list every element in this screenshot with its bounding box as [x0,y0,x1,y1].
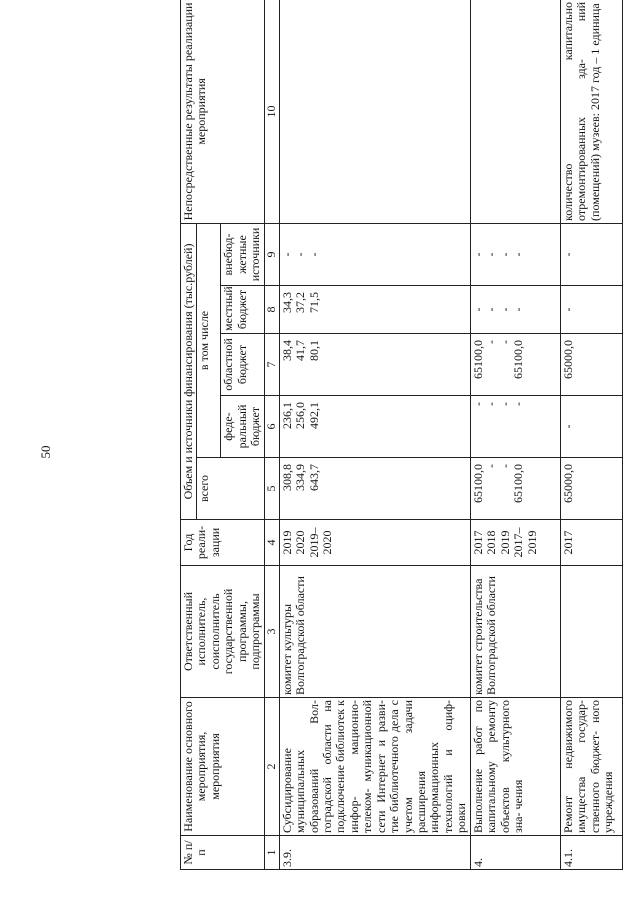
year-value: 2018 [484,530,499,555]
row-years [279,520,470,566]
total-value: 65100,0 [470,464,485,503]
row-number: 4.1. [560,836,622,870]
funding-table [180,0,623,870]
year-value: 2019 [279,530,294,555]
year-value: 2017– [511,527,526,558]
extra-value: - [560,252,575,257]
row-name: Выполнение работ по капитальному ремонту объектов культурного зна- чения [470,698,560,836]
row-local [470,286,560,334]
row-local [279,286,470,334]
federal-value: 256,0 [293,402,308,429]
local-value: - [470,307,485,312]
row-federal [470,396,560,458]
regional-value: 41,7 [293,340,308,361]
row-total [470,458,560,520]
regional-value: - [484,340,499,344]
row-regional [470,334,560,396]
row-federal [279,396,470,458]
row-regional [560,334,622,396]
regional-value: 65000,0 [560,340,575,379]
table-row [470,0,560,870]
year-value: 2019– [306,527,321,558]
total-value: 308,8 [279,464,294,491]
header-name: Наименование основного мероприятия, мероприятия [181,698,265,836]
year-value: 2017 [470,530,485,555]
federal-value: - [484,402,499,406]
header-regional: областной бюджет [221,334,264,396]
local-value: 34,3 [279,292,294,313]
local-value: - [511,307,526,312]
local-value: 71,5 [306,292,321,313]
index-cell: 5 [264,458,279,520]
row-responsible: комитет строительства Волгоградской области [470,566,560,698]
federal-value: 236,1 [279,402,294,429]
row-responsible [560,566,622,698]
row-name: Субсидирование муниципальных образований Вол- гоградской области на подключение библиотек к инфор- мационно-телеком- муникационной сети Интернет и разви- тие библиотечного дела с учетом задачи расширения информационных технологий и оциф- ровки [279,698,470,836]
header-extra: внебюд- жетные источники [221,223,264,285]
federal-value: - [511,402,526,406]
total-value: 643,7 [306,464,321,491]
total-value: 65100,0 [511,464,526,503]
index-cell: 3 [264,566,279,698]
row-number: 4. [470,836,560,870]
extra-value: - [470,252,485,257]
header-total: всего [197,458,264,520]
header-federal: феде- ральный бюджет [221,396,264,458]
row-federal [560,396,622,458]
row-result [279,0,470,223]
row-extra [279,223,470,285]
index-row [264,0,279,870]
row-result [470,0,560,223]
regional-value: 65100,0 [470,340,485,379]
row-number: 3.9. [279,836,470,870]
header-responsible: Ответственный исполнитель, соисполнитель государственной программы, подпрограммы [181,566,265,698]
extra-value: - [511,252,526,257]
index-cell: 2 [264,698,279,836]
row-local [560,286,622,334]
local-value: 37,2 [293,292,308,313]
year-value: 2020 [319,530,334,555]
extra-value: - [306,252,321,257]
local-value: - [484,307,499,312]
index-cell: 10 [264,0,279,223]
row-total [560,458,622,520]
header-num: № п/п [181,836,265,870]
index-cell: 1 [264,836,279,870]
total-value: 65000,0 [560,464,575,503]
header-including: в том числе [197,223,221,457]
header-local: местный бюджет [221,286,264,334]
year-value: 2020 [293,530,308,555]
index-cell: 7 [264,334,279,396]
row-responsible: комитет культуры Волгоградской области [279,566,470,698]
regional-value: - [497,340,512,344]
header-funding: Объем и источники финансирования (тыс.рублей) [181,223,197,519]
federal-value: 492,1 [306,402,321,429]
extra-value: - [279,252,294,257]
row-years [470,520,560,566]
regional-value: 65100,0 [511,340,526,379]
table-row [279,0,470,870]
index-cell: 4 [264,520,279,566]
index-cell: 8 [264,286,279,334]
local-value: - [497,307,512,312]
federal-value: - [560,424,575,429]
row-extra [470,223,560,285]
row-result: количество капитально отремонтированных зда- ний (помещений) музеев: 2017 год – 1 единица [560,0,622,223]
page-number: 50 [38,445,53,459]
extra-value: - [497,252,512,257]
rotated-table-container [180,0,640,870]
local-value: - [560,307,575,312]
row-total [279,458,470,520]
index-cell: 9 [264,223,279,285]
federal-value: - [470,402,485,406]
header-year: Год реали- зации [181,520,265,566]
year-value: 2017 [560,530,575,555]
table-row [560,0,622,870]
total-value: - [497,464,512,468]
row-years [560,520,622,566]
regional-value: 80,1 [306,340,321,361]
extra-value: - [293,252,308,257]
index-cell: 6 [264,396,279,458]
row-name: Ремонт недвижимого имущества государ- ственного бюджет- ного учреждения [560,698,622,836]
total-value: - [484,464,499,468]
year-value: 2019 [497,530,512,555]
federal-value: - [497,402,512,406]
header-results: Непосредственные результаты реализации мероприятия [181,0,265,223]
row-regional [279,334,470,396]
regional-value: 38,4 [279,340,294,361]
extra-value: - [484,252,499,257]
row-extra [560,223,622,285]
year-value: 2019 [524,530,539,555]
total-value: 334,9 [293,464,308,491]
